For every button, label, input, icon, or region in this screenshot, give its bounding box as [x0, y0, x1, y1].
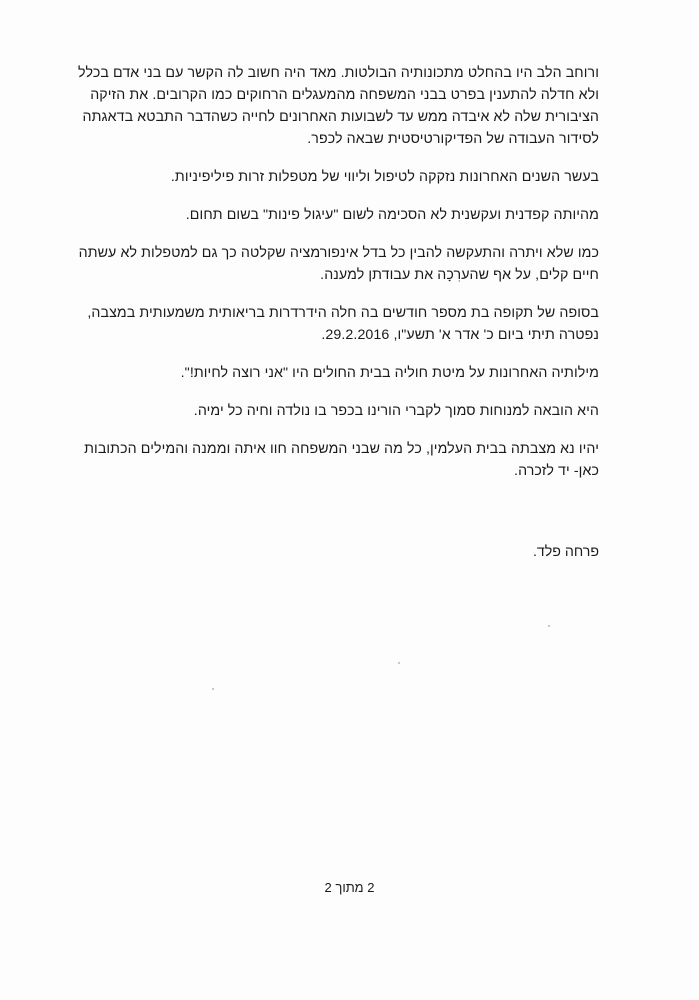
- paragraph-1: ורוחב הלב היו בהחלט מתכונותיה הבולטות. מאד היה חשוב לה הקשר עם בני אדם בכלל ולא חדלה להתענין בפרט בבני המשפחה מהמעגלים הרחוקים כמו הקרובים. את הזיקה הציבורית שלה לא איבדה ממש עד לשבועות האחרונים לחייה כשהדבר התבטא בדאגתה לסידור העבודה של הפדיקורטיסטית שבאה לכפר.: [78, 65, 599, 147]
- paragraph-7: היא הובאה למנוחות סמוך לקברי הורינו בכפר בו נולדה וחיה כל ימיה.: [193, 403, 599, 419]
- letter-body: [60, 62, 599, 498]
- scan-speck: [548, 625, 550, 627]
- paragraph-4: כמו שלא ויתרה והתעקשה להבין כל בדל אינפורמציה שקלטה כך גם למטפלות לא עשתה חיים קלים, על אף שהערִכָה את עבודתן למענה.: [78, 245, 599, 283]
- paragraph-6: מילותיה האחרונות על מיטת חוליה בבית החולים היו "אני רוצה לחיות!".: [180, 365, 599, 381]
- signature-name: פרחה פלד.: [532, 544, 599, 560]
- paragraph-3: מהיותה קפדנית ועקשנית לא הסכימה לשום "עיגול פינות" בשום תחום.: [185, 207, 599, 223]
- paragraph-5: בסופה של תקופה בת מספר חודשים בה חלה הידרדרות בריאותית משמעותית במצבה, נפטרה תיתי ביום כ' אדר א' תשע"ו, 29.2.2016.: [87, 305, 599, 343]
- paragraph-8: יהיו נא מצבתה בבית העלמין, כל מה שבני המשפחה חוו איתה וממנה והמילים הכתובות כאן- יד לזכרה.: [84, 441, 599, 479]
- scan-speck: [398, 662, 400, 664]
- paragraph-2: בעשר השנים האחרונות נזקקה לטיפול וליווי של מטפלות זרות פיליפיניות.: [170, 169, 599, 185]
- page-number: 2 מתוך 2: [324, 880, 375, 895]
- scan-speck: [212, 688, 214, 690]
